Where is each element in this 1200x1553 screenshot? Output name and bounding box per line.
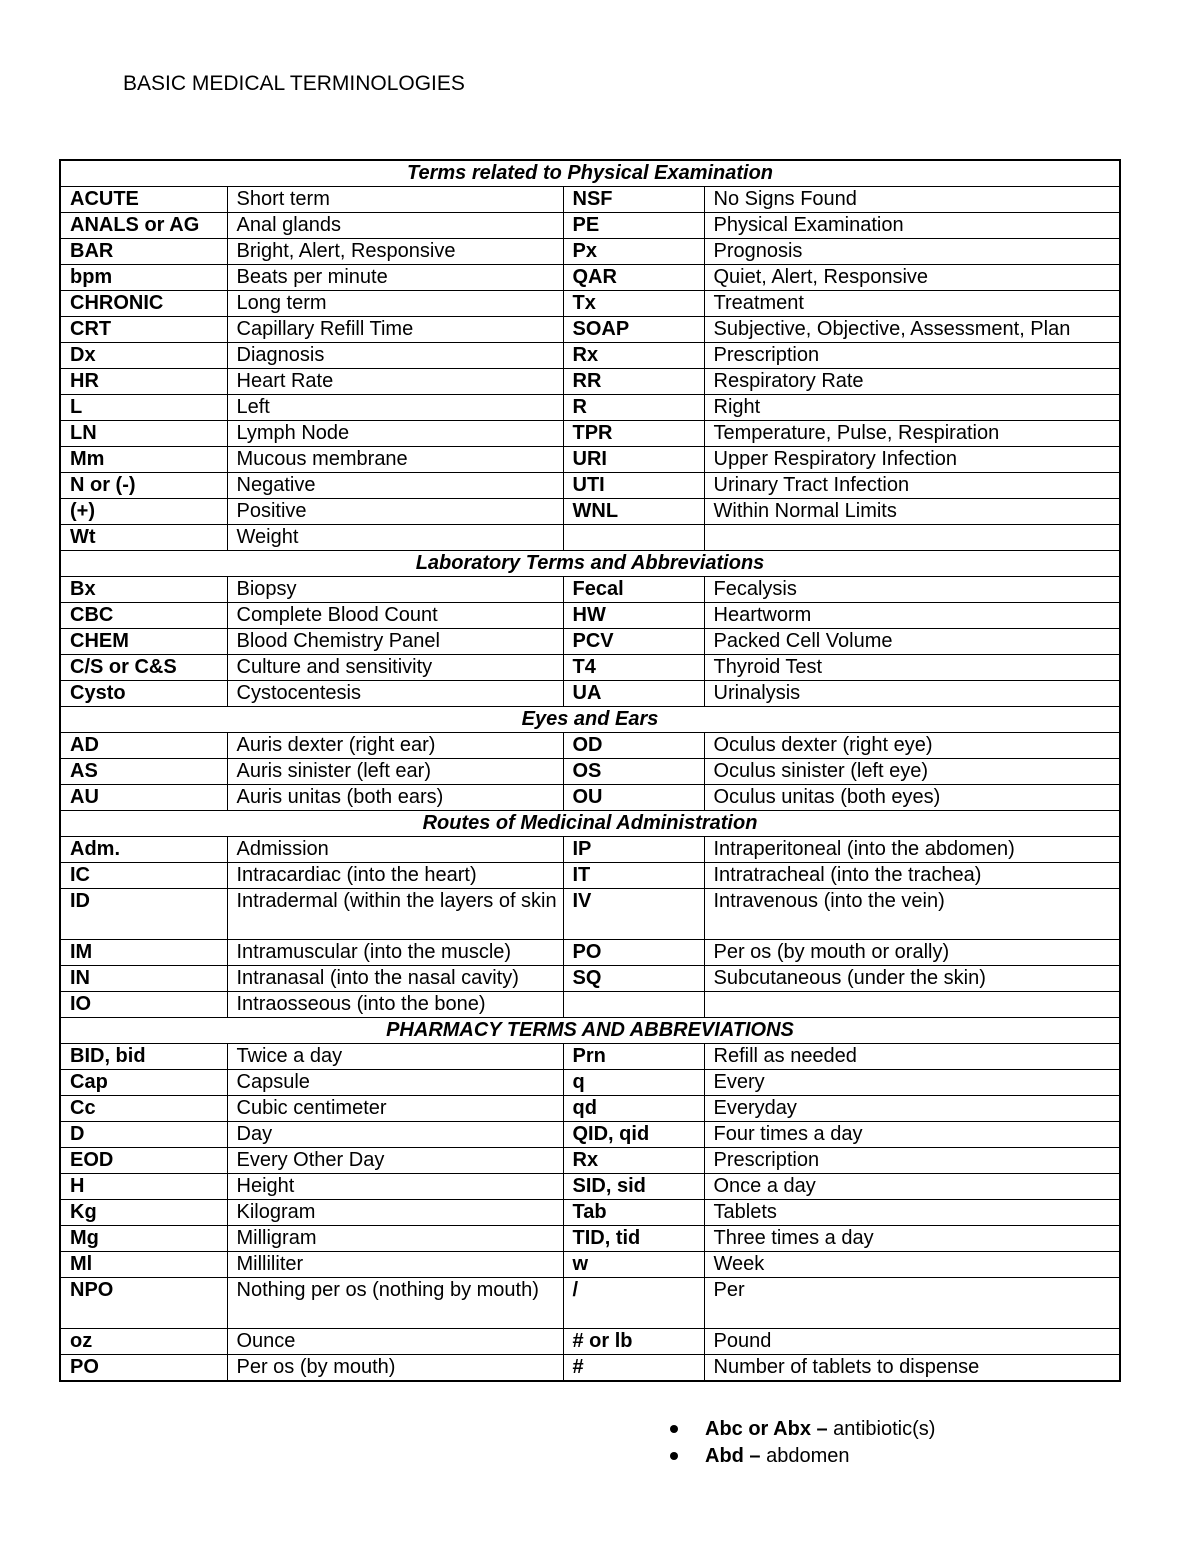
abbreviation-cell: HW: [563, 603, 704, 629]
abbreviation-cell: CHRONIC: [60, 291, 227, 317]
abbreviation-cell: SOAP: [563, 317, 704, 343]
section-heading: Laboratory Terms and Abbreviations: [60, 551, 1120, 577]
table-row: [60, 213, 1120, 239]
table-row: [60, 1226, 1120, 1252]
abbreviation-cell: IM: [60, 940, 227, 966]
table-row: [60, 733, 1120, 759]
meaning-cell: Prescription: [704, 1148, 1120, 1174]
abbreviation-cell: Fecal: [563, 577, 704, 603]
abbreviation-cell: IT: [563, 863, 704, 889]
abbreviation-cell: PE: [563, 213, 704, 239]
meaning-cell: Short term: [227, 187, 563, 213]
abbreviation-cell: oz: [60, 1329, 227, 1355]
abbreviation-cell: T4: [563, 655, 704, 681]
page-title: BASIC MEDICAL TERMINOLOGIES: [123, 72, 465, 95]
abbreviation-cell: UTI: [563, 473, 704, 499]
abbreviation-cell: bpm: [60, 265, 227, 291]
table-row: [60, 291, 1120, 317]
meaning-cell: Long term: [227, 291, 563, 317]
meaning-cell: Refill as needed: [704, 1044, 1120, 1070]
abbreviation-cell: OU: [563, 785, 704, 811]
abbreviation-cell: IO: [60, 992, 227, 1018]
meaning-cell: Treatment: [704, 291, 1120, 317]
table-row: [60, 1252, 1120, 1278]
table-row: [60, 1070, 1120, 1096]
meaning-cell: Lymph Node: [227, 421, 563, 447]
meaning-cell: Beats per minute: [227, 265, 563, 291]
abbreviation-cell: HR: [60, 369, 227, 395]
section-heading-row: [60, 1018, 1120, 1044]
abbreviation-cell: TPR: [563, 421, 704, 447]
abbreviation-cell: ACUTE: [60, 187, 227, 213]
list-item: [670, 1443, 935, 1470]
note-abbr: Abd –: [705, 1445, 761, 1467]
meaning-cell: Three times a day: [704, 1226, 1120, 1252]
meaning-cell: Diagnosis: [227, 343, 563, 369]
meaning-cell: Per os (by mouth): [227, 1355, 563, 1382]
abbreviation-cell: qd: [563, 1096, 704, 1122]
table-row: [60, 577, 1120, 603]
abbreviation-cell: Rx: [563, 1148, 704, 1174]
abbreviation-cell: NPO: [60, 1278, 227, 1329]
section-heading-row: [60, 707, 1120, 733]
abbreviation-cell: [563, 992, 704, 1018]
table-row: [60, 863, 1120, 889]
abbreviation-cell: H: [60, 1174, 227, 1200]
abbreviation-cell: w: [563, 1252, 704, 1278]
abbreviation-cell: IV: [563, 889, 704, 940]
abbreviation-cell: IN: [60, 966, 227, 992]
abbreviation-cell: RR: [563, 369, 704, 395]
meaning-cell: Bright, Alert, Responsive: [227, 239, 563, 265]
extra-terms-list: [670, 1416, 935, 1470]
abbreviation-cell: [563, 525, 704, 551]
meaning-cell: Nothing per os (nothing by mouth): [227, 1278, 563, 1329]
table-row: [60, 940, 1120, 966]
meaning-cell: Heartworm: [704, 603, 1120, 629]
table-row: [60, 317, 1120, 343]
meaning-cell: Complete Blood Count: [227, 603, 563, 629]
meaning-cell: Cystocentesis: [227, 681, 563, 707]
abbreviation-cell: Wt: [60, 525, 227, 551]
meaning-cell: Per os (by mouth or orally): [704, 940, 1120, 966]
meaning-cell: Thyroid Test: [704, 655, 1120, 681]
meaning-cell: Intraosseous (into the bone): [227, 992, 563, 1018]
abbreviation-cell: QAR: [563, 265, 704, 291]
table-row: [60, 421, 1120, 447]
table-row: [60, 785, 1120, 811]
note-abbr: Abc or Abx –: [705, 1418, 828, 1440]
abbreviation-cell: # or lb: [563, 1329, 704, 1355]
abbreviation-cell: Tx: [563, 291, 704, 317]
table-row: [60, 499, 1120, 525]
meaning-cell: Subcutaneous (under the skin): [704, 966, 1120, 992]
abbreviation-cell: ANALS or AG: [60, 213, 227, 239]
note-meaning: antibiotic(s): [827, 1418, 936, 1440]
meaning-cell: Every Other Day: [227, 1148, 563, 1174]
abbreviation-cell: TID, tid: [563, 1226, 704, 1252]
meaning-cell: Oculus sinister (left eye): [704, 759, 1120, 785]
meaning-cell: Quiet, Alert, Responsive: [704, 265, 1120, 291]
meaning-cell: Height: [227, 1174, 563, 1200]
meaning-cell: Kilogram: [227, 1200, 563, 1226]
abbreviation-cell: BID, bid: [60, 1044, 227, 1070]
abbreviation-cell: Cc: [60, 1096, 227, 1122]
bullet-icon: [670, 1425, 678, 1433]
table-row: [60, 966, 1120, 992]
meaning-cell: Temperature, Pulse, Respiration: [704, 421, 1120, 447]
meaning-cell: Ounce: [227, 1329, 563, 1355]
meaning-cell: Anal glands: [227, 213, 563, 239]
abbreviation-cell: Ml: [60, 1252, 227, 1278]
abbreviation-cell: OS: [563, 759, 704, 785]
section-heading: PHARMACY TERMS AND ABBREVIATIONS: [60, 1018, 1120, 1044]
meaning-cell: Negative: [227, 473, 563, 499]
meaning-cell: Auris sinister (left ear): [227, 759, 563, 785]
table-row: [60, 473, 1120, 499]
abbreviation-cell: SID, sid: [563, 1174, 704, 1200]
abbreviation-cell: /: [563, 1278, 704, 1329]
table-row: [60, 187, 1120, 213]
abbreviation-cell: CRT: [60, 317, 227, 343]
abbreviation-cell: WNL: [563, 499, 704, 525]
meaning-cell: Per: [704, 1278, 1120, 1329]
table-row: [60, 681, 1120, 707]
table-row: [60, 1096, 1120, 1122]
meaning-cell: Mucous membrane: [227, 447, 563, 473]
meaning-cell: Intraperitoneal (into the abdomen): [704, 837, 1120, 863]
meaning-cell: Urinalysis: [704, 681, 1120, 707]
section-heading: Routes of Medicinal Administration: [60, 811, 1120, 837]
meaning-cell: Every: [704, 1070, 1120, 1096]
meaning-cell: Intratracheal (into the trachea): [704, 863, 1120, 889]
abbreviation-cell: Tab: [563, 1200, 704, 1226]
section-heading: Terms related to Physical Examination: [60, 160, 1120, 187]
meaning-cell: Admission: [227, 837, 563, 863]
meaning-cell: Oculus dexter (right eye): [704, 733, 1120, 759]
abbreviation-cell: NSF: [563, 187, 704, 213]
abbreviation-cell: EOD: [60, 1148, 227, 1174]
table-row: [60, 603, 1120, 629]
meaning-cell: Subjective, Objective, Assessment, Plan: [704, 317, 1120, 343]
meaning-cell: [704, 992, 1120, 1018]
table-row: [60, 1122, 1120, 1148]
meaning-cell: Twice a day: [227, 1044, 563, 1070]
abbreviation-cell: q: [563, 1070, 704, 1096]
abbreviation-cell: Dx: [60, 343, 227, 369]
abbreviation-cell: Prn: [563, 1044, 704, 1070]
table-row: [60, 1200, 1120, 1226]
abbreviation-cell: PCV: [563, 629, 704, 655]
abbreviation-cell: Mm: [60, 447, 227, 473]
abbreviation-cell: QID, qid: [563, 1122, 704, 1148]
meaning-cell: Cubic centimeter: [227, 1096, 563, 1122]
terminology-table: [59, 159, 1121, 1382]
abbreviation-cell: PO: [60, 1355, 227, 1382]
meaning-cell: Biopsy: [227, 577, 563, 603]
abbreviation-cell: Adm.: [60, 837, 227, 863]
abbreviation-cell: AD: [60, 733, 227, 759]
note-meaning: abdomen: [760, 1445, 850, 1467]
meaning-cell: Weight: [227, 525, 563, 551]
meaning-cell: Capillary Refill Time: [227, 317, 563, 343]
meaning-cell: Intranasal (into the nasal cavity): [227, 966, 563, 992]
table-row: [60, 992, 1120, 1018]
table-row: [60, 629, 1120, 655]
meaning-cell: Pound: [704, 1329, 1120, 1355]
meaning-cell: Packed Cell Volume: [704, 629, 1120, 655]
meaning-cell: Auris unitas (both ears): [227, 785, 563, 811]
abbreviation-cell: PO: [563, 940, 704, 966]
section-heading-row: [60, 160, 1120, 187]
meaning-cell: Intramuscular (into the muscle): [227, 940, 563, 966]
abbreviation-cell: LN: [60, 421, 227, 447]
meaning-cell: Number of tablets to dispense: [704, 1355, 1120, 1382]
meaning-cell: Intravenous (into the vein): [704, 889, 1120, 940]
abbreviation-cell: D: [60, 1122, 227, 1148]
abbreviation-cell: #: [563, 1355, 704, 1382]
meaning-cell: Intradermal (within the layers of skin: [227, 889, 563, 940]
table-row: [60, 239, 1120, 265]
abbreviation-cell: BAR: [60, 239, 227, 265]
table-row: [60, 759, 1120, 785]
meaning-cell: Prognosis: [704, 239, 1120, 265]
abbreviation-cell: IP: [563, 837, 704, 863]
meaning-cell: Day: [227, 1122, 563, 1148]
abbreviation-cell: Cap: [60, 1070, 227, 1096]
abbreviation-cell: Cysto: [60, 681, 227, 707]
table-row: [60, 343, 1120, 369]
table-row: [60, 1174, 1120, 1200]
abbreviation-cell: C/S or C&S: [60, 655, 227, 681]
table-row: [60, 395, 1120, 421]
table-row: [60, 1355, 1120, 1382]
abbreviation-cell: AU: [60, 785, 227, 811]
meaning-cell: Week: [704, 1252, 1120, 1278]
meaning-cell: Intracardiac (into the heart): [227, 863, 563, 889]
meaning-cell: Four times a day: [704, 1122, 1120, 1148]
meaning-cell: Oculus unitas (both eyes): [704, 785, 1120, 811]
table-row: [60, 1148, 1120, 1174]
abbreviation-cell: OD: [563, 733, 704, 759]
meaning-cell: No Signs Found: [704, 187, 1120, 213]
table-row: [60, 525, 1120, 551]
abbreviation-cell: CBC: [60, 603, 227, 629]
meaning-cell: Right: [704, 395, 1120, 421]
list-item: [670, 1416, 935, 1443]
abbreviation-cell: CHEM: [60, 629, 227, 655]
meaning-cell: Capsule: [227, 1070, 563, 1096]
abbreviation-cell: Kg: [60, 1200, 227, 1226]
abbreviation-cell: (+): [60, 499, 227, 525]
section-heading-row: [60, 811, 1120, 837]
section-heading-row: [60, 551, 1120, 577]
meaning-cell: Blood Chemistry Panel: [227, 629, 563, 655]
meaning-cell: Left: [227, 395, 563, 421]
meaning-cell: Urinary Tract Infection: [704, 473, 1120, 499]
meaning-cell: Heart Rate: [227, 369, 563, 395]
abbreviation-cell: AS: [60, 759, 227, 785]
table-row: [60, 889, 1120, 940]
table-row: [60, 655, 1120, 681]
abbreviation-cell: Bx: [60, 577, 227, 603]
meaning-cell: Upper Respiratory Infection: [704, 447, 1120, 473]
abbreviation-cell: L: [60, 395, 227, 421]
meaning-cell: [704, 525, 1120, 551]
abbreviation-cell: SQ: [563, 966, 704, 992]
abbreviation-cell: IC: [60, 863, 227, 889]
bullet-icon: [670, 1452, 678, 1460]
meaning-cell: Respiratory Rate: [704, 369, 1120, 395]
table-row: [60, 1044, 1120, 1070]
meaning-cell: Fecalysis: [704, 577, 1120, 603]
meaning-cell: Prescription: [704, 343, 1120, 369]
meaning-cell: Within Normal Limits: [704, 499, 1120, 525]
abbreviation-cell: ID: [60, 889, 227, 940]
abbreviation-cell: Rx: [563, 343, 704, 369]
table-row: [60, 369, 1120, 395]
table-row: [60, 1278, 1120, 1329]
meaning-cell: Tablets: [704, 1200, 1120, 1226]
table-row: [60, 837, 1120, 863]
table-row: [60, 1329, 1120, 1355]
meaning-cell: Everyday: [704, 1096, 1120, 1122]
meaning-cell: Auris dexter (right ear): [227, 733, 563, 759]
section-heading: Eyes and Ears: [60, 707, 1120, 733]
meaning-cell: Culture and sensitivity: [227, 655, 563, 681]
meaning-cell: Once a day: [704, 1174, 1120, 1200]
meaning-cell: Positive: [227, 499, 563, 525]
abbreviation-cell: URI: [563, 447, 704, 473]
meaning-cell: Milligram: [227, 1226, 563, 1252]
abbreviation-cell: N or (-): [60, 473, 227, 499]
table-row: [60, 447, 1120, 473]
abbreviation-cell: R: [563, 395, 704, 421]
abbreviation-cell: Px: [563, 239, 704, 265]
abbreviation-cell: Mg: [60, 1226, 227, 1252]
abbreviation-cell: UA: [563, 681, 704, 707]
meaning-cell: Milliliter: [227, 1252, 563, 1278]
meaning-cell: Physical Examination: [704, 213, 1120, 239]
table-row: [60, 265, 1120, 291]
